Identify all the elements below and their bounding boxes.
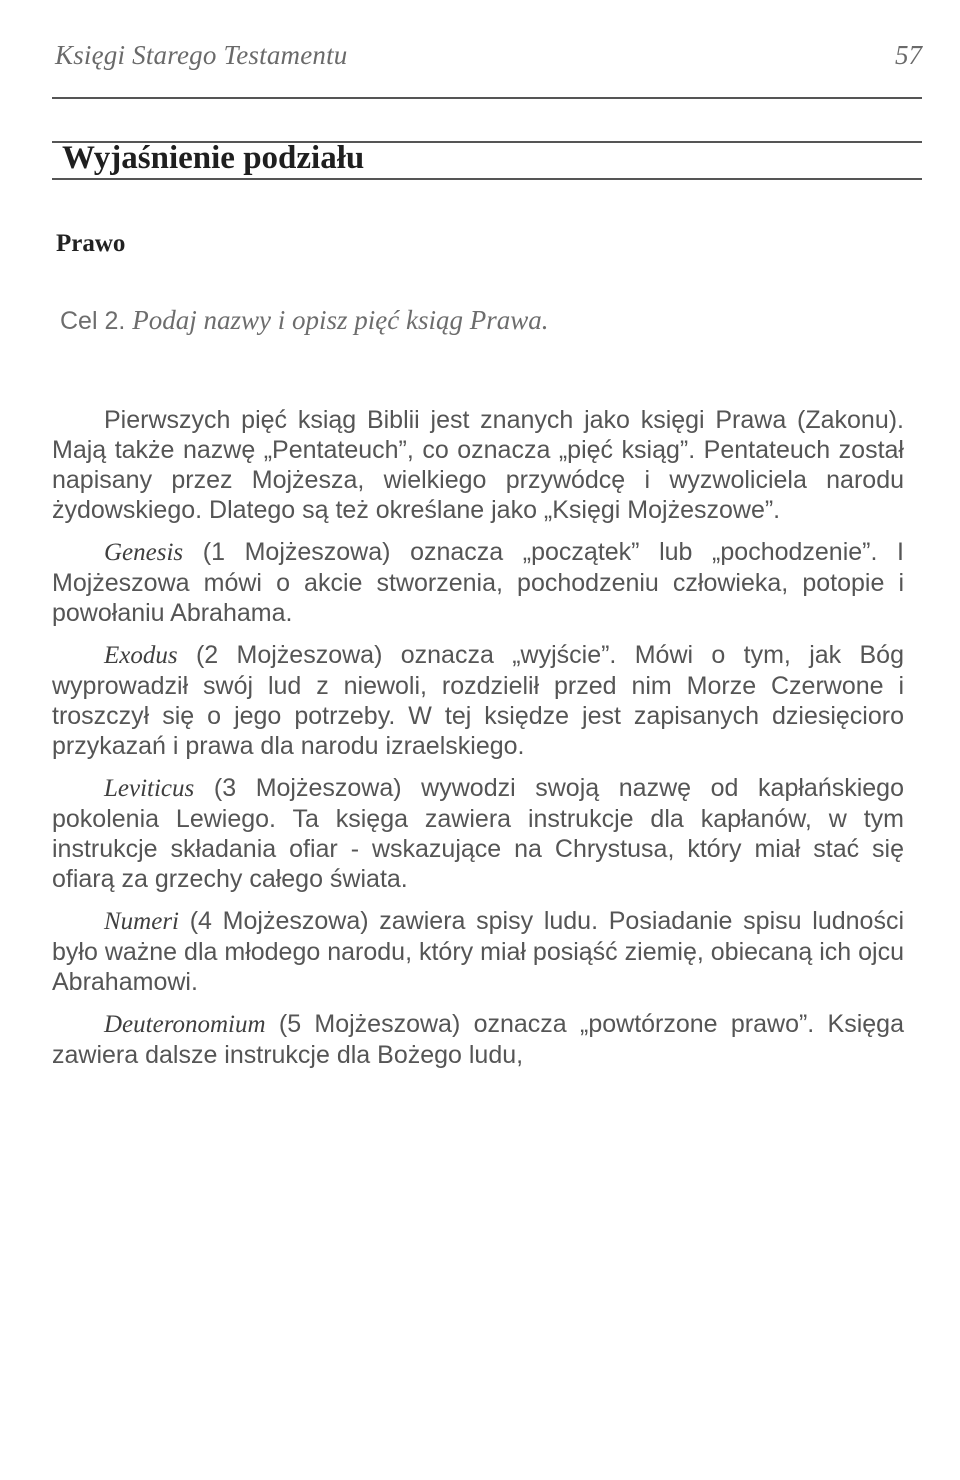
- book-description: (3 Mojżeszowa) wywodzi swoją nazwę od kapłańskiego pokolenia Lewiego. Ta księga zawiera instrukcje dla kapłanów, w tym instrukcje składania ofiar - wskazujące na Chrystusa, który miał stać się ofiarą za grzechy całego świata.: [52, 774, 904, 893]
- book-description: (4 Mojżeszowa) zawiera spisy ludu. Posiadanie spisu ludności było ważne dla młodego narodu, który miał posiąść ziemię, obiecaną ich ojcu Abrahamowi.: [52, 907, 904, 996]
- goal-label: Cel 2.: [60, 307, 126, 335]
- running-header: [55, 40, 922, 80]
- goal-text: Podaj nazwy i opisz pięć ksiąg Prawa.: [132, 305, 549, 335]
- subheading: Prawo: [56, 230, 126, 257]
- learning-goal: [60, 305, 549, 336]
- paragraph-numeri: [52, 906, 904, 997]
- book-description: (2 Mojżeszowa) oznacza „wyjście”. Mówi o tym, jak Bóg wyprowadził swój lud z niewoli, rozdzielił przed nim Morze Czerwone i troszczył się o jego potrzeby. W tej księdze jest zapisanych dziesięcioro przykazań i prawa dla narodu izraelskiego.: [52, 641, 904, 760]
- book-name: Deuteronomium: [104, 1011, 266, 1038]
- body-text: [52, 405, 904, 1082]
- intro-paragraph: Pierwszych pięć ksiąg Biblii jest znanych jako księgi Prawa (Zakonu). Mają także nazwę „Pentateuch”, co oznacza „pięć ksiąg”. Pentateuch został napisany przez Mojżesza, wielkiego przywódcę i wyzwoliciela narodu żydowskiego. Dlatego są też określane jako „Księgi Mojżeszowe”.: [52, 406, 904, 524]
- paragraph-deuteronomium: [52, 1009, 904, 1070]
- paragraph-leviticus: [52, 773, 904, 894]
- running-title: Księgi Starego Testamentu: [55, 40, 348, 70]
- book-name: Genesis: [104, 539, 184, 566]
- book-name: Numeri: [104, 908, 179, 935]
- book-description: (5 Mojżeszowa) oznacza „powtórzone prawo”. Księga zawiera dalsze instrukcje dla Bożego ludu,: [52, 1010, 904, 1069]
- page-number: 57: [895, 40, 922, 70]
- header-rule: [52, 97, 922, 99]
- section-title: Wyjaśnienie podziału: [62, 140, 365, 176]
- section-rule-bottom: [52, 178, 922, 180]
- paragraph-exodus: [52, 640, 904, 761]
- book-name: Leviticus: [104, 775, 195, 802]
- book-description: (1 Mojżeszowa) oznacza „początek” lub „pochodzenie”. I Mojżeszowa mówi o akcie stworzenia, pochodzeniu człowieka, potopie i powołaniu Abrahama.: [52, 538, 904, 627]
- paragraph-genesis: [52, 537, 904, 628]
- book-name: Exodus: [104, 642, 178, 669]
